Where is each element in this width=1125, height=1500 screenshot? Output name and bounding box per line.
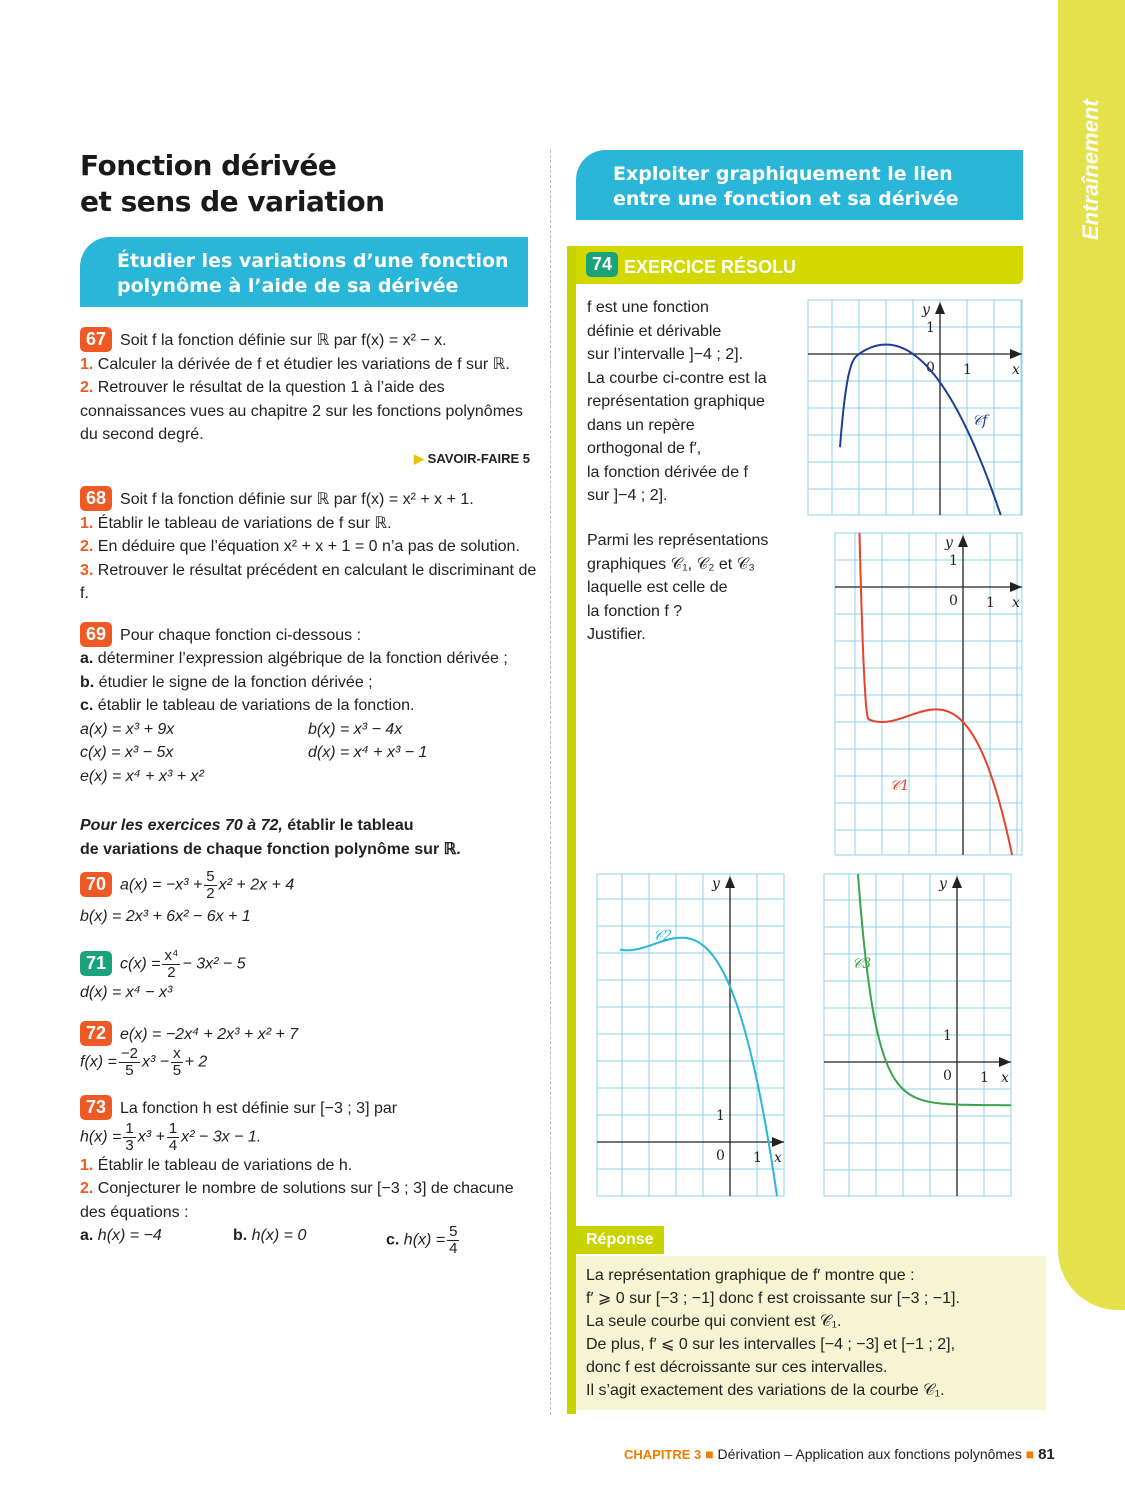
y-arrow-icon	[725, 876, 735, 888]
equation: h(x) = −4	[93, 1227, 162, 1244]
formula-part: + 2	[184, 1053, 208, 1071]
square-bullet-icon: ■	[705, 1446, 714, 1462]
answer-box	[576, 1256, 1046, 1410]
y-unit-label: 1	[943, 1028, 952, 1044]
denominator: 5	[125, 1062, 134, 1079]
question-text: Établir le tableau de variations de h.	[93, 1156, 353, 1174]
answer-label: Réponse	[576, 1226, 664, 1254]
formula-part: − 3x² − 5	[182, 955, 246, 973]
item-letter: c.	[80, 697, 94, 714]
x-arrow-icon	[1010, 582, 1022, 592]
question-text: En déduire que l’équation x² + x + 1 = 0 n’a pas de solution.	[93, 538, 520, 555]
answer-line: La représentation graphique de f′ montre que :	[586, 1267, 915, 1284]
formula-part: x² + 2x + 4	[218, 876, 295, 894]
statement-line: dans un repère	[587, 416, 695, 434]
denominator: 3	[125, 1136, 134, 1154]
x-arrow-icon	[1010, 349, 1022, 359]
question-text: Calculer la dérivée de f et étudier les variations de f sur ℝ.	[93, 355, 510, 373]
curve-label: 𝒞2	[653, 928, 673, 944]
y-arrow-icon	[952, 876, 962, 888]
statement-line: orthogonal de f′,	[587, 440, 702, 457]
exercise-title: EXERCICE RÉSOLU	[624, 257, 797, 277]
statement-line: sur l’intervalle ]−4 ; 2].	[587, 346, 744, 363]
formula: b(x) = 2x³ + 6x² − 6x + 1	[80, 908, 251, 925]
x-axis-label: x	[774, 1150, 782, 1166]
savoir-faire-label: SAVOIR-FAIRE 5	[427, 450, 530, 466]
statement-line: définie et dérivable	[587, 322, 722, 340]
item-text: déterminer l’expression algébrique de la fonction dérivée ;	[93, 650, 508, 667]
exercise-number: 67	[80, 327, 112, 352]
x-unit-label: 1	[963, 362, 972, 378]
curve	[620, 938, 784, 1246]
origin-label: 0	[716, 1148, 725, 1164]
question-text: Conjecturer le nombre de solutions sur [−3 ; 3] de chacune des équations :	[80, 1180, 514, 1221]
y-unit-label: 1	[926, 320, 935, 336]
formula-part: h(x) =	[80, 1128, 122, 1146]
answer-line: De plus, f′ ⩽ 0 sur les intervalles [−4 ; −3] et [−1 ; 2],	[586, 1336, 956, 1353]
x-axis-label: x	[1012, 595, 1020, 611]
function-item: d(x) = x⁴ + x³ − 1	[308, 744, 428, 761]
footer-chapter: CHAPITRE 3	[624, 1447, 702, 1462]
exercise-number: 69	[80, 622, 112, 647]
exercise-number: 68	[80, 486, 112, 511]
question-text: Retrouver le résultat de la question 1 à l’aide des connaissances vues au chapitre 2 sur les fonctions polynômes du second degré.	[80, 379, 523, 443]
footer	[624, 1446, 1055, 1463]
numerator: 1	[125, 1119, 134, 1137]
y-arrow-icon	[935, 302, 945, 314]
x-arrow-icon	[772, 1137, 784, 1147]
question-line: laquelle est celle de	[587, 579, 728, 596]
statement-line: f est une fonction	[587, 299, 709, 316]
origin-label: 0	[943, 1068, 952, 1084]
denominator: 5	[172, 1062, 182, 1079]
question-number: 2.	[80, 538, 94, 555]
item-letter: a.	[80, 650, 94, 667]
function-item: e(x) = x⁴ + x³ + x²	[80, 767, 204, 785]
graph-frame	[597, 874, 784, 1196]
equation: h(x) =	[399, 1231, 446, 1249]
instruction-emphasis: Pour les exercices 70 à 72,	[80, 817, 283, 834]
question-number: 1.	[80, 1156, 94, 1174]
banner-line: Étudier les variations d’une fonction	[117, 250, 509, 272]
banner-line: entre une fonction et sa dérivée	[613, 188, 959, 210]
section-title-line: et sens de variation	[80, 185, 385, 218]
graph-cf	[808, 300, 1022, 565]
x-unit-label: 1	[986, 595, 995, 611]
function-item: b(x) = x³ − 4x	[308, 720, 403, 738]
y-axis-label: y	[712, 876, 720, 892]
graph-frame	[835, 533, 1022, 855]
formula: e(x) = −2x⁴ + 2x³ + x² + 7	[120, 1025, 299, 1043]
item-letter: b.	[80, 673, 95, 691]
question-number: 1.	[80, 355, 94, 373]
question-line: Justifier.	[587, 626, 646, 643]
exercise-number: 72	[80, 1021, 112, 1046]
exercise-number: 71	[80, 951, 112, 976]
question-line: graphiques 𝒞₁, 𝒞₂ et 𝒞₃	[587, 555, 755, 573]
numerator: 5	[449, 1223, 458, 1240]
item-letter: c.	[386, 1231, 400, 1249]
question-number: 3.	[80, 561, 94, 579]
banner-line: Exploiter graphiquement le lien	[613, 163, 953, 185]
instruction-text: de variations de chaque fonction polynôme sur ℝ.	[80, 840, 461, 858]
exercise-number: 73	[80, 1095, 112, 1120]
formula-part: f(x) =	[80, 1053, 117, 1071]
question-number: 2.	[80, 1180, 94, 1197]
formula-part: c(x) =	[120, 955, 161, 973]
item-letter: b.	[233, 1227, 248, 1244]
exercise-number: 70	[80, 872, 112, 897]
y-unit-label: 1	[949, 553, 958, 569]
denominator: 2	[206, 885, 215, 902]
statement-line: représentation graphique	[587, 393, 765, 410]
curve-label: 𝒞f	[972, 413, 988, 429]
denominator: 2	[167, 964, 176, 981]
curve	[840, 345, 1022, 565]
numerator: 5	[206, 868, 215, 885]
statement-line: sur ]−4 ; 2].	[587, 487, 668, 504]
x-axis-label: x	[1012, 362, 1020, 378]
question-text: Établir le tableau de variations de f sur ℝ.	[93, 514, 392, 532]
numerator: 1	[168, 1119, 178, 1137]
formula-part: x² − 3x − 1.	[181, 1128, 262, 1146]
y-arrow-icon	[958, 535, 968, 547]
footer-title: Dérivation – Application aux fonctions polynômes	[717, 1446, 1022, 1462]
origin-label: 0	[949, 593, 958, 609]
item-letter: a.	[80, 1227, 94, 1244]
y-axis-label: y	[945, 535, 953, 551]
y-unit-label: 1	[716, 1108, 725, 1124]
x-arrow-icon	[999, 1057, 1011, 1067]
section-title-line: Fonction dérivée	[80, 149, 337, 182]
item-text: étudier le signe de la fonction dérivée ;	[94, 673, 373, 691]
answer-line: donc f est décroissante sur ces intervalles.	[586, 1359, 888, 1376]
exercise-intro: Pour chaque fonction ci-dessous :	[120, 626, 362, 644]
answer-line: La seule courbe qui convient est 𝒞₁.	[586, 1313, 842, 1330]
play-icon: ▶	[414, 450, 425, 466]
side-tab-label: Entraînement	[1078, 99, 1103, 240]
graph-c1	[835, 483, 1022, 905]
function-item: a(x) = x³ + 9x	[80, 720, 175, 738]
curve	[855, 483, 1022, 905]
question-text: Retrouver le résultat précédent en calculant le discriminant de f.	[80, 561, 537, 602]
denominator: 4	[168, 1136, 178, 1154]
function-item: c(x) = x³ − 5x	[80, 744, 174, 761]
numerator: x	[173, 1045, 181, 1062]
statement-line: la fonction dérivée de f	[587, 463, 748, 481]
page-number: 81	[1038, 1446, 1055, 1463]
graph-c3	[824, 824, 1011, 1196]
x-unit-label: 1	[753, 1150, 762, 1166]
exercise-number: 74	[586, 252, 618, 277]
equation: h(x) = 0	[247, 1227, 307, 1244]
denominator: 4	[449, 1240, 458, 1257]
origin-label: 0	[926, 360, 935, 376]
x-axis-label: x	[1001, 1070, 1009, 1086]
y-axis-label: y	[939, 876, 947, 892]
statement-line: La courbe ci-contre est la	[587, 369, 767, 387]
banner-line: polynôme à l’aide de sa dérivée	[117, 275, 459, 297]
item-text: établir le tableau de variations de la fonction.	[93, 697, 415, 714]
formula: d(x) = x⁴ − x³	[80, 984, 173, 1001]
square-bullet-icon: ■	[1025, 1446, 1035, 1462]
question-line: la fonction f ?	[587, 602, 683, 620]
graph-c2	[597, 874, 784, 1246]
question-line: Parmi les représentations	[587, 532, 769, 549]
formula-part: x³ +	[137, 1128, 165, 1146]
exercise-intro: Soit f la fonction définie sur ℝ par f(x) = x² + x + 1.	[120, 491, 474, 508]
exercise-intro: La fonction h est définie sur [−3 ; 3] par	[120, 1100, 398, 1117]
formula-part: a(x) = −x³ +	[120, 876, 203, 894]
numerator: −2	[120, 1045, 138, 1062]
curve-label: 𝒞1	[890, 778, 910, 794]
exercise-intro: Soit f la fonction définie sur ℝ par f(x) = x² − x.	[120, 332, 447, 349]
answer-line: Il s’agit exactement des variations de la courbe 𝒞₁.	[586, 1382, 945, 1399]
x-unit-label: 1	[980, 1070, 989, 1086]
y-axis-label: y	[922, 302, 930, 318]
instruction-text: établir le tableau	[282, 817, 414, 834]
question-number: 2.	[80, 379, 94, 396]
curve-label: 𝒞3	[852, 956, 872, 972]
answer-line: f′ ⩾ 0 sur [−3 ; −1] donc f est croissante sur [−3 ; −1].	[586, 1290, 960, 1307]
formula-part: x³ −	[142, 1053, 170, 1071]
question-number: 1.	[80, 514, 94, 532]
numerator: x⁴	[164, 947, 179, 964]
